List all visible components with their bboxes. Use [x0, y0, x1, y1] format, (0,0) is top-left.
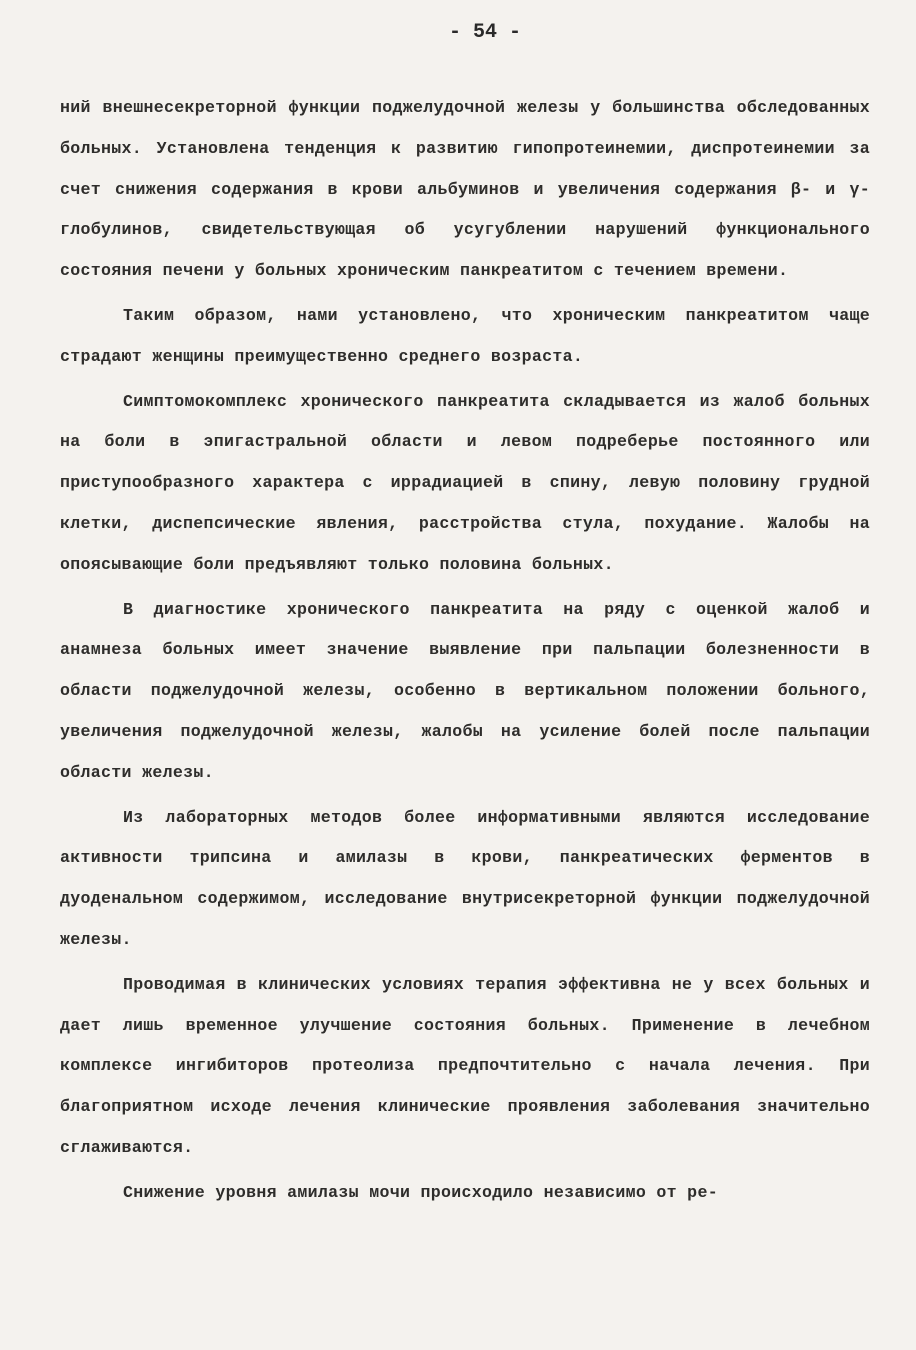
paragraph-conclusion: Таким образом, нами установлено, что хроническим панкреатитом чаще страдают женщины преимущественно среднего возраста.	[60, 305, 870, 366]
paragraph-diagnostics: В диагностике хронического панкреатита на ряду с оценкой жалоб и анамнеза больных имеет значение выявление при пальпации болезненности в области поджелудочной железы, особенно в вертикальном положении больного, увеличения поджелудочной железы, жалобы на усиление болей после пальпации области железы.	[60, 599, 870, 782]
paragraph-lab-methods: Из лабораторных методов более информативными являются исследование активности трипсина и амилазы в крови, панкреатических ферментов в дуоденальном содержимом, исследование внутрисекреторной функции поджелудочной железы.	[60, 807, 870, 949]
page-number: - 54 -	[448, 21, 521, 44]
document-body	[60, 88, 870, 1214]
paragraph-symptoms: Симптомокомплекс хронического панкреатита складывается из жалоб больных на боли в эпигастральной области и левом подреберье постоянного или приступообразного характера с иррадиацией в спину, левую половину грудной клетки, диспепсические явления, расстройства стула, похудание. Жалобы на опоясывающие боли предъявляют только половина больных.	[60, 391, 870, 574]
paragraph-continuation: ний внешнесекреторной функции поджелудочной железы у большинства обследованных больных. Установлена тенденция к развитию гипопротеинемии, диспротеинемии за счет снижения содержания в крови альбуминов и увеличения содержания β- и γ-глобулинов, свидетельствующая об усугублении нарушений функционального состояния печени у больных хроническим панкреатитом с течением времени.	[60, 98, 870, 281]
paragraph-therapy: Проводимая в клинических условиях терапия эффективна не у всех больных и дает лишь временное улучшение состояния больных. Применение в лечебном комплексе ингибиторов протеолиза предпочтительно с начала лечения. При благоприятном исходе лечения клинические проявления заболевания значительно сглаживаются.	[60, 974, 870, 1157]
paragraph-amylase: Снижение уровня амилазы мочи происходило независимо от ре-	[123, 1182, 718, 1202]
